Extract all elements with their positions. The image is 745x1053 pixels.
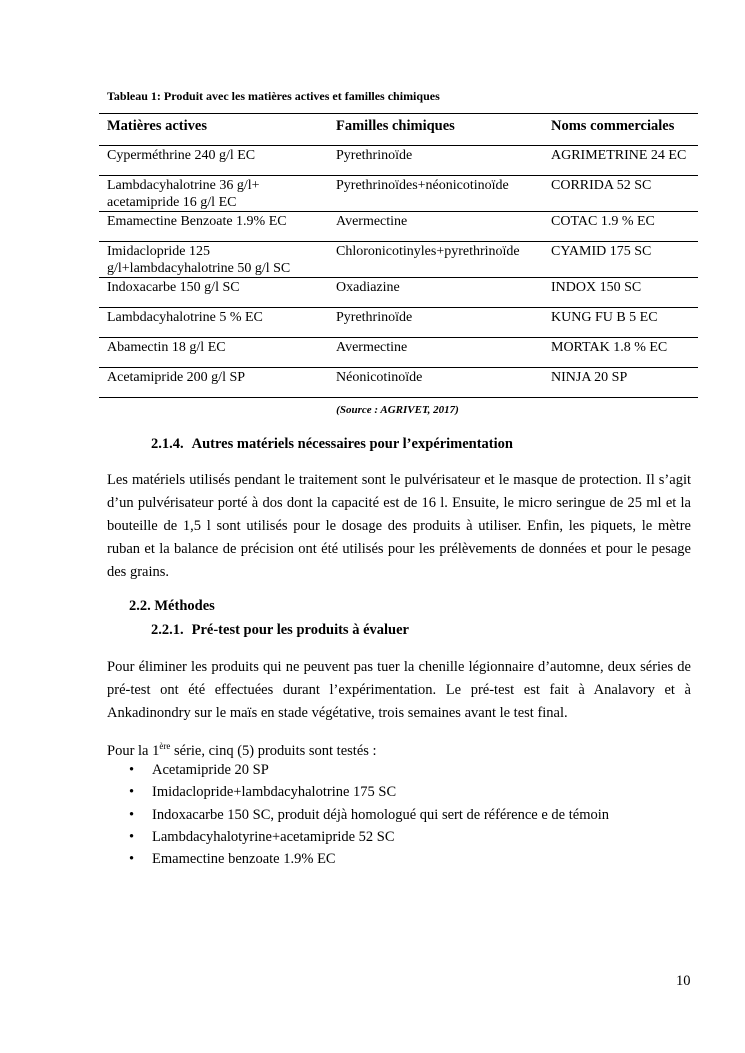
series-intro-suffix: série, cinq (5) produits sont testés : xyxy=(170,742,377,759)
list-item xyxy=(107,848,609,870)
bullet-icon: • xyxy=(129,806,135,823)
cell-active-ingredient: Abamectin 18 g/l EC xyxy=(99,338,328,368)
section-heading-2-1-4 xyxy=(151,436,513,453)
products-table xyxy=(99,113,698,398)
cell-chemical-family: Pyrethrinoïde xyxy=(328,308,543,338)
section-number: 2.2.1. xyxy=(151,622,184,638)
table-row xyxy=(99,278,698,308)
section-title: Pré-test pour les produits à évaluer xyxy=(191,622,409,638)
paragraph-materials: Les matériels utilisés pendant le traitement sont le pulvérisateur et le masque de protection. Il s’agit d’un pulvérisateur porté à dos dont la capacité est de 16 l. Ensuite, le micro seringue de 25 ml et la bouteille de 1,5 l sont utilisés pour le dosage des produits à utiliser. Enfin, les piquets, le mètre ruban et la balance de précision ont été utilisés pour les prélèvements de données et pour le pesage des grains. xyxy=(107,472,691,580)
section-number: 2.1.4. xyxy=(151,436,184,452)
section-heading-2-2-1 xyxy=(151,622,409,639)
bullet-icon: • xyxy=(129,828,135,845)
list-item xyxy=(107,781,609,803)
cell-trade-name: CORRIDA 52 SC xyxy=(543,176,698,212)
table-row xyxy=(99,146,698,176)
cell-trade-name: CYAMID 175 SC xyxy=(543,242,698,278)
list-item-text: Emamectine benzoate 1.9% EC xyxy=(152,851,336,868)
cell-chemical-family: Pyrethrinoïde xyxy=(328,146,543,176)
series-intro-superscript: ère xyxy=(159,741,171,751)
cell-trade-name: NINJA 20 SP xyxy=(543,368,698,398)
cell-active-ingredient: Cyperméthrine 240 g/l EC xyxy=(99,146,328,176)
bullet-icon: • xyxy=(129,762,135,778)
bullet-icon: • xyxy=(129,784,135,801)
paragraph-pretest: Pour éliminer les produits qui ne peuvent pas tuer la chenille légionnaire d’automne, deux séries de pré-test ont été effectuées durant l’expérimentation. Le pré-test est fait à Analavory et à Ankadinondry sur le maïs en stade végétative, trois semaines avant le test final. xyxy=(107,659,691,721)
cell-active-ingredient: Lambdacyhalotrine 36 g/l+ acetamipride 16 g/l EC xyxy=(99,176,328,212)
table-row xyxy=(99,338,698,368)
header-active-ingredients: Matières actives xyxy=(99,114,328,146)
table-row xyxy=(99,368,698,398)
table-row xyxy=(99,176,698,212)
list-item xyxy=(107,804,609,826)
section-title: Autres matériels nécessaires pour l’expérimentation xyxy=(191,436,513,452)
header-trade-names: Noms commerciales xyxy=(543,114,698,146)
table-header-row xyxy=(99,114,698,146)
cell-active-ingredient: Lambdacyhalotrine 5 % EC xyxy=(99,308,328,338)
cell-active-ingredient: Indoxacarbe 150 g/l SC xyxy=(99,278,328,308)
list-item-text: Indoxacarbe 150 SC, produit déjà homologué qui sert de référence e de témoin xyxy=(152,806,609,823)
table-row xyxy=(99,242,698,278)
cell-chemical-family: Avermectine xyxy=(328,212,543,242)
cell-chemical-family: Chloronicotinyles+pyrethrinoïde xyxy=(328,242,543,278)
tested-products-list xyxy=(107,759,609,870)
table-row xyxy=(99,212,698,242)
cell-chemical-family: Néonicotinoïde xyxy=(328,368,543,398)
cell-trade-name: KUNG FU B 5 EC xyxy=(543,308,698,338)
bullet-icon: • xyxy=(129,851,135,868)
table-source: (Source : AGRIVET, 2017) xyxy=(336,404,459,416)
list-item xyxy=(107,759,609,781)
list-item xyxy=(107,826,609,848)
cell-trade-name: AGRIMETRINE 24 EC xyxy=(543,146,698,176)
cell-trade-name: MORTAK 1.8 % EC xyxy=(543,338,698,368)
header-chemical-families: Familles chimiques xyxy=(328,114,543,146)
page-number: 10 xyxy=(676,973,691,989)
cell-chemical-family: Avermectine xyxy=(328,338,543,368)
table-caption: Tableau 1: Produit avec les matières actives et familles chimiques xyxy=(107,89,440,103)
series-intro-prefix: Pour la 1 xyxy=(107,742,160,759)
cell-active-ingredient: Acetamipride 200 g/l SP xyxy=(99,368,328,398)
list-item-text: Lambdacyhalotyrine+acetamipride 52 SC xyxy=(152,828,395,845)
cell-chemical-family: Oxadiazine xyxy=(328,278,543,308)
cell-active-ingredient: Imidaclopride 125 g/l+lambdacyhalotrine 50 g/l SC xyxy=(99,242,328,278)
list-item-text: Imidaclopride+lambdacyhalotrine 175 SC xyxy=(152,784,397,801)
cell-trade-name: COTAC 1.9 % EC xyxy=(543,212,698,242)
cell-chemical-family: Pyrethrinoïdes+néonicotinoïde xyxy=(328,176,543,212)
cell-trade-name: INDOX 150 SC xyxy=(543,278,698,308)
table-row xyxy=(99,308,698,338)
cell-active-ingredient: Emamectine Benzoate 1.9% EC xyxy=(99,212,328,242)
list-item-text: Acetamipride 20 SP xyxy=(152,762,269,778)
section-heading-2-2: 2.2. Méthodes xyxy=(129,598,215,614)
